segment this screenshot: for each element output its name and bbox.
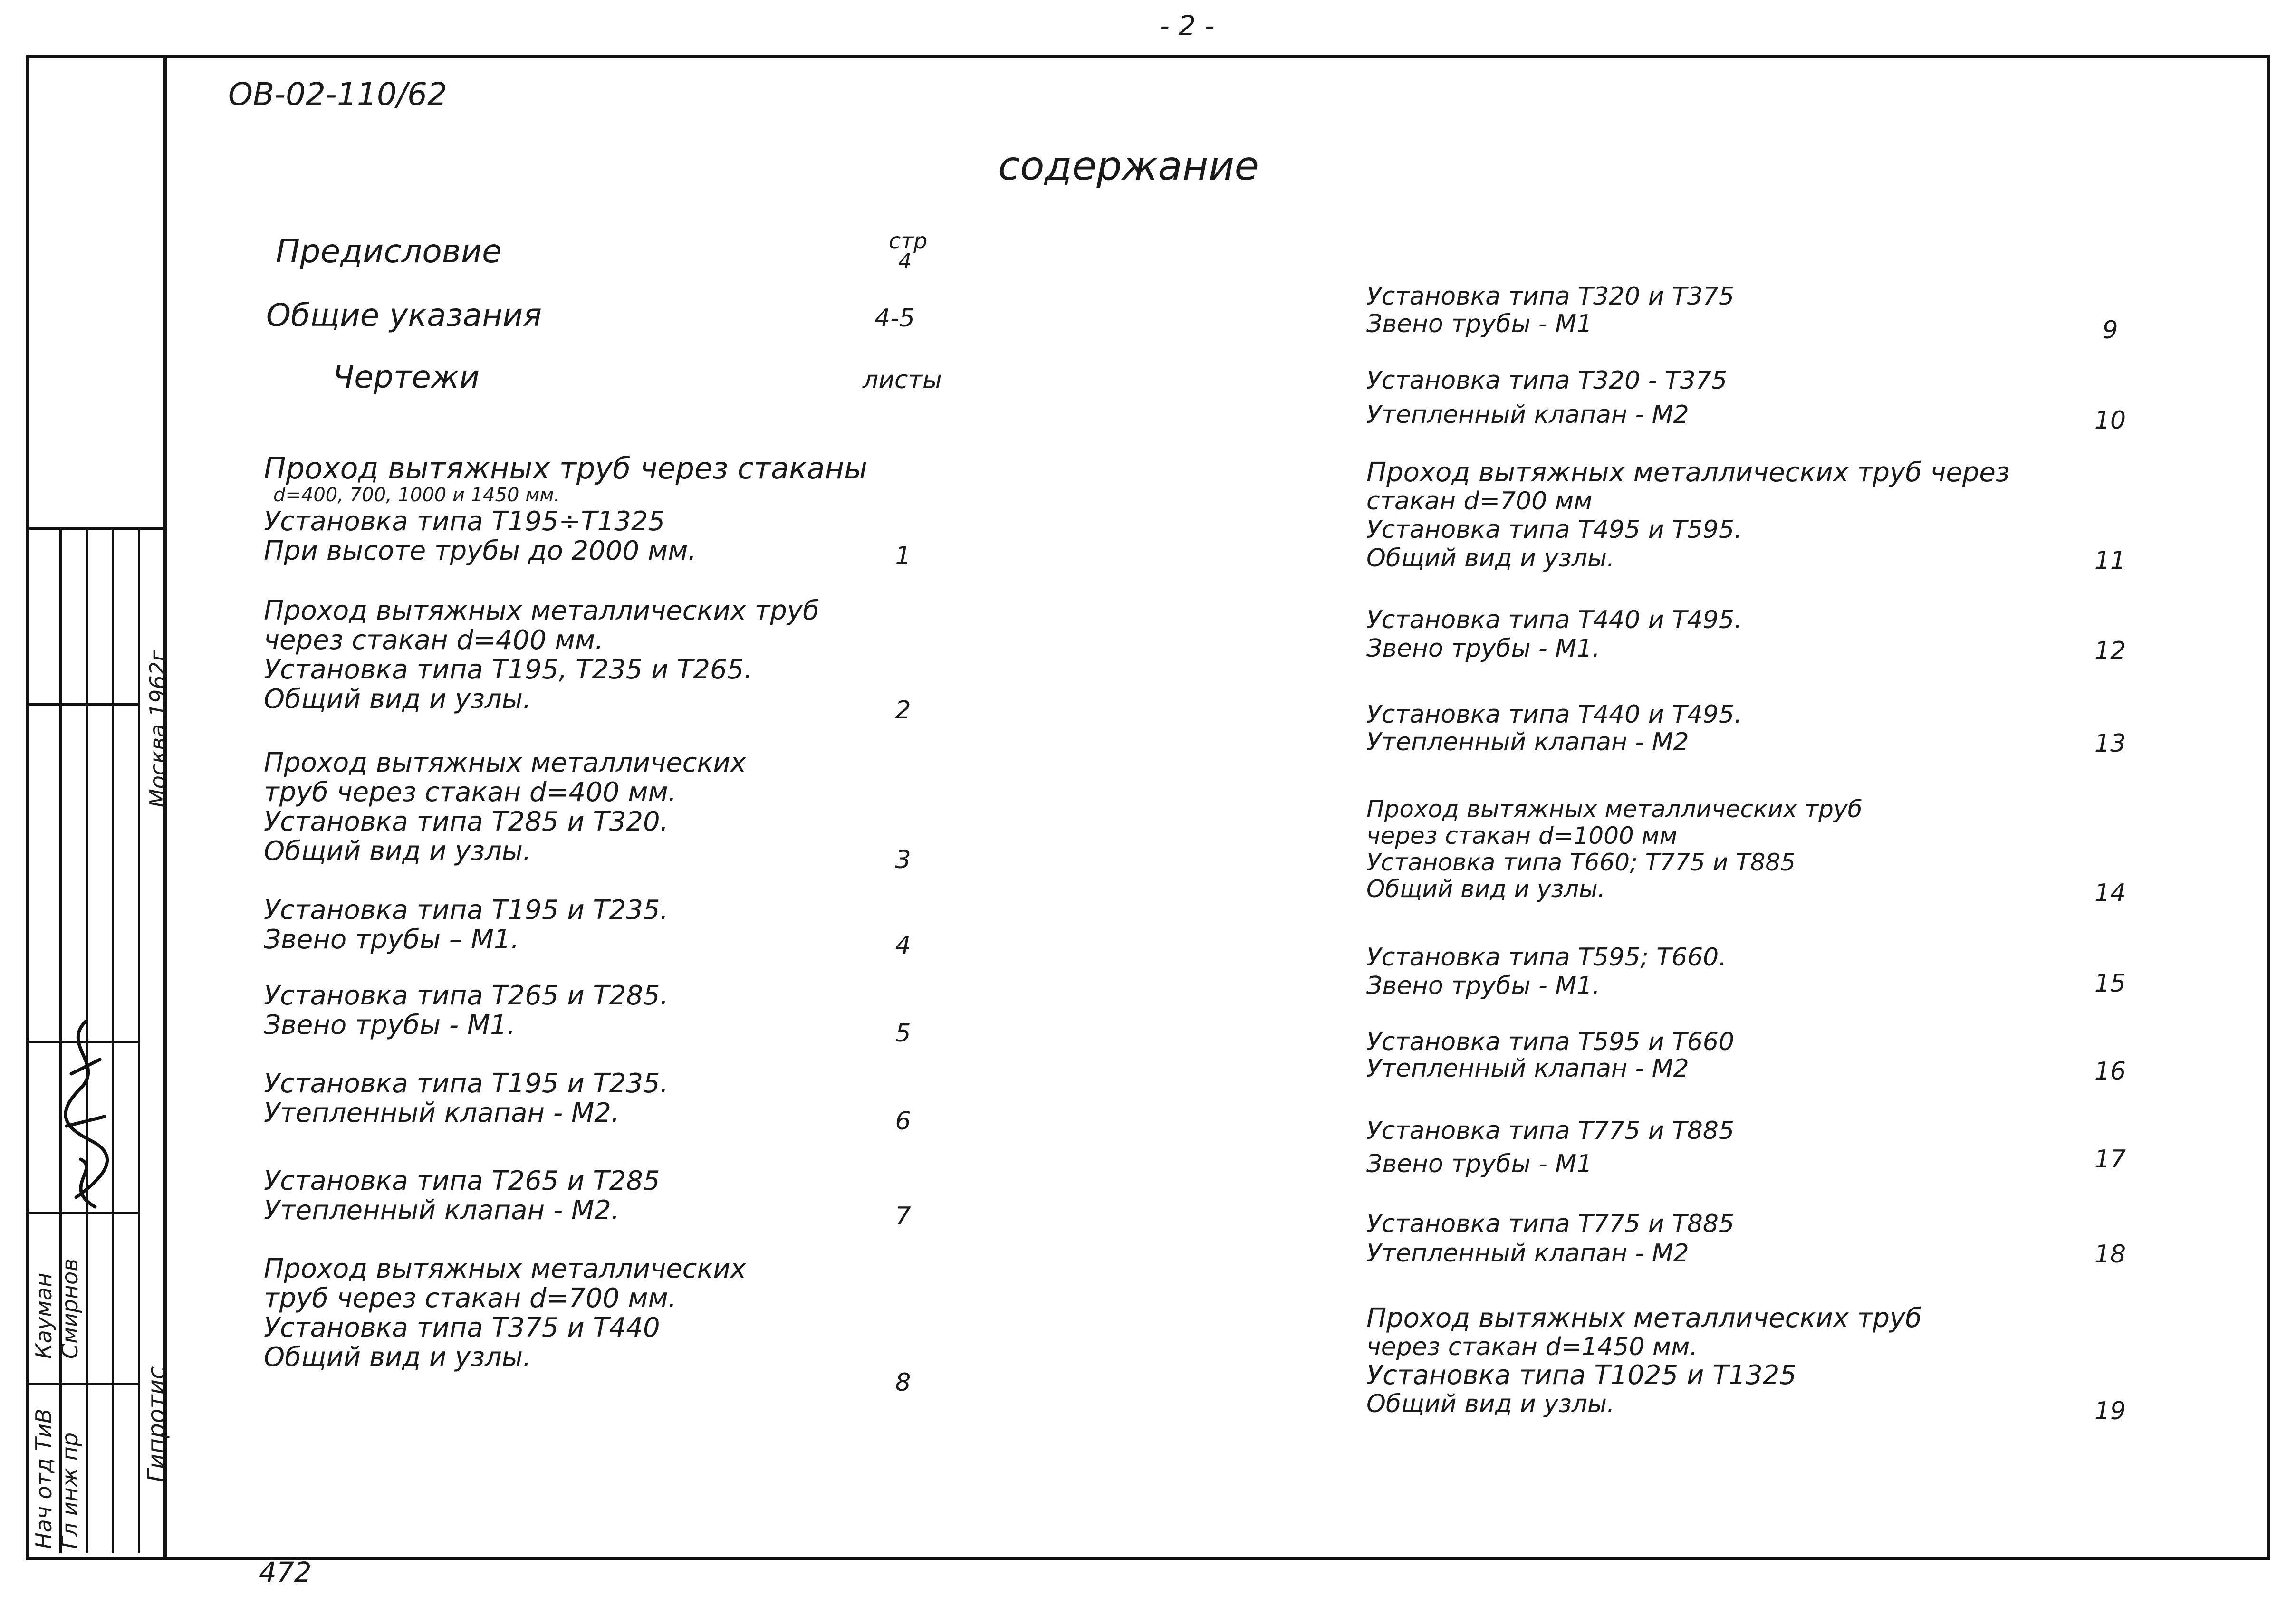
contents-entry: [264, 451, 867, 566]
entry-line: Установка типа Т285 и Т320.: [264, 806, 669, 837]
entry-line: Установка типа Т660; Т775 и Т885: [1366, 849, 1796, 876]
contents-entry: [1366, 1029, 1734, 1082]
sheet-number: 1: [895, 542, 911, 570]
entry-line: Утепленный клапан - М2: [1366, 1239, 1689, 1268]
entry-line: Проход вытяжных металлических труб: [1366, 1303, 1922, 1334]
entry-line: Установка типа Т265 и Т285: [264, 1166, 660, 1196]
entry-line: Проход вытяжных металлических труб: [264, 595, 819, 626]
contents-entry: [264, 981, 668, 1040]
entry-line: Общий вид и узлы.: [1366, 544, 1615, 573]
sheet-number: 5: [895, 1019, 911, 1048]
entry-line: через стакан d=1450 мм.: [1366, 1333, 1698, 1361]
stamp-divider: [26, 527, 167, 530]
sheet-number: 2: [895, 696, 911, 725]
entry-line: Проход вытяжных металлических: [264, 747, 746, 778]
entry-line: Звено трубы – М1.: [264, 924, 519, 955]
stamp-org: Гипротис: [143, 1366, 170, 1482]
contents-entry: [1366, 606, 1742, 663]
col-page-label: стр: [889, 228, 928, 254]
entry-line: Проход вытяжных труб через стаканы: [264, 451, 867, 486]
entry-line: Установка типа Т320 и Т375: [1366, 282, 1735, 311]
entry-line: через стакан d=1000 мм: [1366, 822, 1678, 850]
entry-line: Утепленный клапан - М2: [1366, 1054, 1689, 1083]
contents-entry: [1366, 283, 1734, 338]
entry-line: Установка типа Т195 и Т235.: [264, 895, 669, 926]
stamp-role-2: Гл инж пр: [57, 1433, 83, 1549]
entry-line: Утепленный клапан - М2: [1366, 728, 1689, 756]
sheet-number: 7: [895, 1202, 911, 1231]
entry-line: Звено трубы - М1.: [264, 1010, 516, 1041]
entry-line: Звено трубы - М1: [1366, 310, 1593, 338]
stamp-name-2: Смирнов: [57, 1258, 83, 1359]
entry-line: труб через стакан d=400 мм.: [264, 777, 677, 808]
entry-line: Установка типа Т495 и Т595.: [1366, 516, 1742, 544]
sheet-number: 11: [2094, 546, 2126, 575]
entry-line: Звено трубы - М1: [1366, 1150, 1593, 1178]
preface-heading: Предисловие: [276, 233, 502, 270]
page-number: - 2 -: [1160, 10, 1215, 42]
entry-line: Установка типа Т320 - Т375: [1366, 366, 1728, 395]
page-title: содержание: [998, 143, 1259, 189]
entry-line: Звено трубы - М1.: [1366, 972, 1600, 1000]
sheet-number: 9: [2102, 316, 2118, 344]
general-heading: Общие указания: [266, 297, 542, 334]
entry-line: Установка типа Т440 и Т495.: [1366, 700, 1742, 729]
entry-line: Утепленный клапан - М2: [1366, 401, 1689, 429]
contents-entry: [264, 896, 668, 955]
entry-line: Проход вытяжных металлических: [264, 1253, 746, 1284]
stamp-name-1: Кауман: [31, 1272, 57, 1359]
sheet-number: 14: [2094, 879, 2126, 908]
contents-entry: [1366, 701, 1742, 756]
entry-line: Звено трубы - М1.: [1366, 634, 1600, 663]
entry-line: Общий вид и узлы.: [264, 836, 531, 867]
entry-line: Общий вид и узлы.: [264, 684, 531, 715]
contents-entry: [1366, 1209, 1734, 1268]
entry-line: Общий вид и узлы.: [1366, 875, 1605, 903]
entry-line: Проход вытяжных металлических труб через: [1366, 457, 2010, 488]
sheet-number: 15: [2094, 969, 2126, 998]
sheet-number: 12: [2094, 637, 2126, 665]
sheet-number: 17: [2094, 1145, 2126, 1174]
sheet-number: 13: [2094, 729, 2126, 758]
sheet-number: 19: [2094, 1397, 2126, 1425]
drawings-heading: Чертежи: [333, 359, 480, 395]
entry-line: Утепленный клапан - М2.: [264, 1098, 620, 1128]
sheet-number: 4: [895, 931, 911, 960]
contents-entry: [264, 1166, 660, 1225]
entry-line: Установка типа Т195 и Т235.: [264, 1068, 669, 1099]
entry-line: Установка типа Т595 и Т660: [1366, 1028, 1735, 1056]
sheet-number: 18: [2094, 1240, 2126, 1269]
entry-line: Установка типа Т195÷Т1325: [264, 506, 665, 537]
entry-line: труб через стакан d=700 мм.: [264, 1283, 677, 1314]
stamp-divider: [26, 703, 140, 706]
entry-line: Установка типа Т1025 и Т1325: [1366, 1360, 1796, 1391]
contents-entry: [264, 596, 819, 714]
sheet-number: 10: [2094, 406, 2126, 435]
entry-line: Общий вид и узлы.: [264, 1342, 531, 1373]
sheet-number: 8: [895, 1368, 911, 1397]
stamp-role-1: Нач отд ТиВ: [31, 1408, 57, 1549]
stamp-divider: [26, 1383, 140, 1385]
entry-line: Установка типа Т775 и Т885: [1366, 1117, 1735, 1145]
entry-line: через стакан d=400 мм.: [264, 625, 604, 656]
entry-line: Утепленный клапан - М2.: [264, 1195, 620, 1226]
contents-entry: [1366, 1304, 1922, 1418]
entry-line: Установка типа Т775 и Т885: [1366, 1210, 1735, 1238]
entry-line: Проход вытяжных металлических труб: [1366, 795, 1863, 823]
contents-entry: [1366, 943, 1727, 1000]
entry-line: Установка типа Т265 и Т285.: [264, 980, 669, 1011]
contents-entry: [1366, 459, 2010, 573]
entry-line: Установка типа Т440 и Т495.: [1366, 606, 1742, 634]
entry-line: При высоте трубы до 2000 мм.: [264, 535, 697, 566]
stamp-city-year: Москва 1962г: [145, 650, 171, 808]
contents-entry: [1366, 363, 1727, 432]
doc-code: ОВ-02-110/62: [228, 76, 448, 113]
signature: [52, 1017, 119, 1216]
entry-line: Установка типа Т195, Т235 и Т265.: [264, 654, 753, 685]
col-page-number: 4: [898, 249, 912, 274]
entry-line: d=400, 700, 1000 и 1450 мм.: [273, 484, 560, 506]
sheet-number: 3: [895, 846, 911, 874]
sheet-number: 16: [2094, 1057, 2126, 1086]
entry-line: стакан d=700 мм: [1366, 487, 1593, 516]
entry-line: Установка типа Т595; Т660.: [1366, 943, 1727, 972]
contents-entry: [1366, 1114, 1734, 1181]
contents-entry: [264, 748, 746, 866]
contents-entry: [264, 1069, 668, 1128]
contents-entry: [1366, 796, 1862, 902]
footer-number: 472: [259, 1556, 312, 1588]
entry-line: Установка типа Т375 и Т440: [264, 1312, 660, 1343]
sheet-number: 6: [895, 1107, 911, 1136]
col-sheets-label: листы: [863, 366, 942, 394]
general-pages: 4-5: [874, 304, 915, 333]
entry-line: Общий вид и узлы.: [1366, 1390, 1615, 1418]
contents-entry: [264, 1254, 746, 1372]
